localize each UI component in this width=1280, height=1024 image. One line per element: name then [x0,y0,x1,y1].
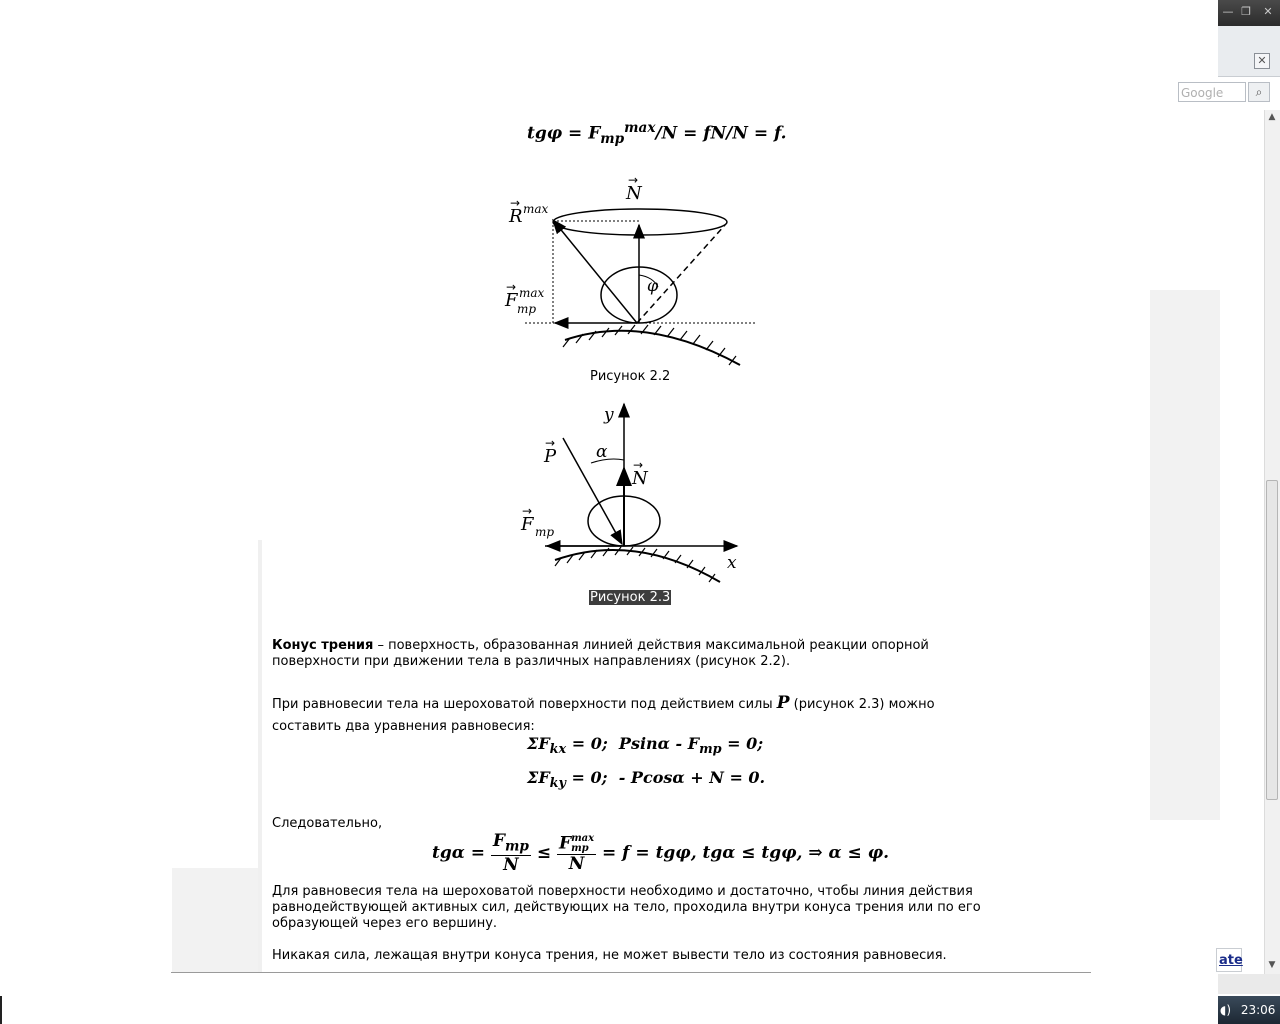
scroll-down-icon[interactable]: ▼ [1268,960,1276,970]
friction-angle-formula: $tg\varphi = F_{тр}^{max}/N = fN/N = f$. [527,120,787,148]
p-vector [563,438,622,544]
ground-surface [565,331,740,365]
paragraph-therefore: Следовательно, [272,816,383,831]
svg-text:→: → [522,504,533,518]
equilibrium-condition-formula: tgα = $F_{тр}$ N ≤ F max тр N = f = tgφ, tgα ≤ tgφ, ⇒ α ≤ φ. [432,831,890,876]
minimize-icon[interactable]: — [1222,5,1234,18]
cone-base [553,209,727,235]
taskbar [1218,996,1280,1024]
paragraph-equilibrium: При равновесии тела на шероховатой поверхности под действием силы P (рисунок 2.3) можно составить два уравнения равновесия: [272,693,935,734]
speaker-icon[interactable]: ◖) [1220,1003,1232,1017]
equation-y: $\Sigma F_{ky} = 0$; - Pcosα + N = 0. [527,768,766,792]
search-icon[interactable]: ⌕ [1248,82,1270,102]
svg-text:→: → [510,196,521,210]
label-f-sup: max [519,286,545,300]
restore-icon[interactable]: ❐ [1241,5,1251,18]
search-input[interactable]: Google [1178,82,1246,102]
label-f-sub: тр [517,302,537,316]
tab-close-icon[interactable]: ✕ [1254,53,1270,69]
background-link[interactable]: ate [1216,948,1242,972]
clock: 23:06 [1240,1003,1276,1017]
ground-surface [555,550,720,582]
label-x: x [727,553,737,573]
equilibrium-figure [515,400,745,585]
ground-hatching [563,325,736,365]
svg-text:→: → [506,280,517,294]
status-bar [1218,974,1280,994]
equation-x: $\Sigma F_{kx} = 0$; $Psin\alpha - F_{тр} = 0$; [527,734,764,758]
paragraph-conclusion: Никакая сила, лежащая внутри конуса трения, не может вывести тело из состояния равновесия. [272,948,947,963]
label-n: N [626,183,642,204]
label-phi: φ [647,276,659,295]
content-border [258,540,262,972]
label-f: F [505,290,518,311]
svg-text:→: → [633,458,644,472]
close-icon[interactable]: ✕ [1263,5,1273,18]
background-panel-left [172,868,258,972]
svg-text:→: → [628,175,639,187]
label-f: F [521,514,534,535]
figure-caption-2-3: Рисунок 2.3 [590,590,671,605]
term-friction-cone: Конус трения [272,638,374,653]
paragraph-friction-cone: Конус трения – поверхность, образованная линией действия максимальной реакции опорной поверхности при движении тела в различных направлениях (рисунок 2.2). [272,638,929,669]
scrollbar-thumb[interactable] [1266,480,1278,800]
label-y: y [604,405,614,425]
label-alpha: α [596,442,608,462]
label-r: R [509,206,523,227]
svg-text:→: → [545,436,556,450]
paragraph-condition: Для равновесия тела на шероховатой поверхности необходимо и достаточно, чтобы линия действия равнодействующей активных сил, действующих на тело, проходила внутри конуса трения или по его образующей через его вершину. [272,884,981,931]
scroll-up-icon[interactable]: ▲ [1268,112,1276,122]
browser-toolbar [1218,26,1280,77]
figure-caption-2-2: Рисунок 2.2 [590,369,671,384]
label-n: N [632,468,648,489]
window-edge [0,996,2,1024]
friction-cone-figure [495,175,765,370]
label-f-sub: тр [535,525,555,539]
background-panel [1150,290,1220,820]
cone-generatrix [637,225,725,323]
label-r-sup: max [523,202,549,216]
label-p: P [544,446,557,467]
document-bottom-rule [171,972,1091,973]
